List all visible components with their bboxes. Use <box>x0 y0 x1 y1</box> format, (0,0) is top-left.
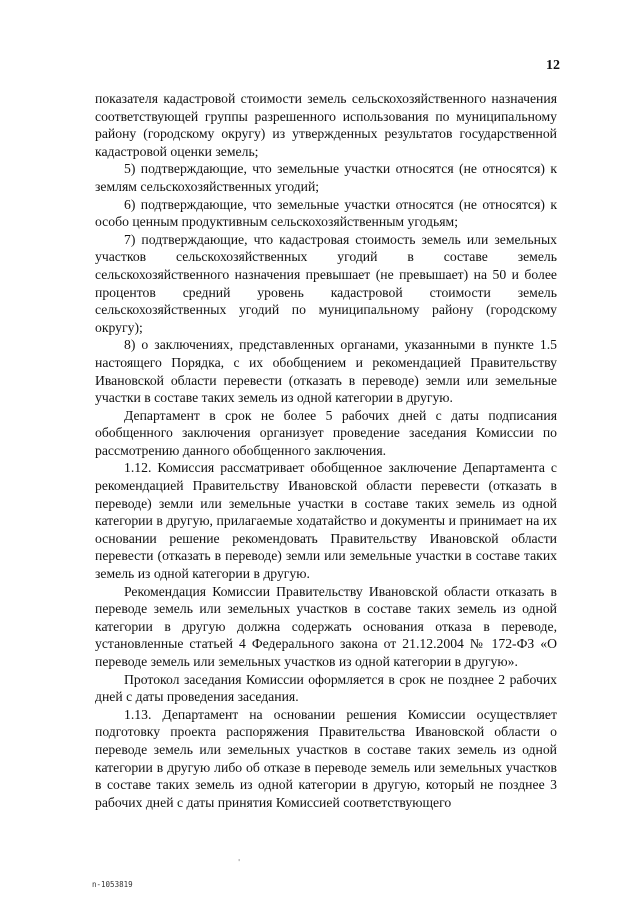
paragraph-department-deadline: Департамент в срок не более 5 рабочих дней с даты подписания обобщенного заключения организует проведение заседания Комиссии по рассмотрению данного обобщенного заключения. <box>95 407 557 458</box>
paragraph-item-6: 6) подтверждающие, что земельные участки относятся (не относятся) к особо ценным продуктивным сельскохозяйственным угодьям; <box>95 196 557 230</box>
paragraph-item-7: 7) подтверждающие, что кадастровая стоимость земель или земельных участков сельскохозяйственных угодий в составе земель сельскохозяйственного назначения превышает (не превышает) на 50 и более процентов средний уровень кадастровой стоимости земель сельскохозяйственных угодий по муниципальному району (городскому округу); <box>95 231 557 335</box>
paragraph-section-1-12: 1.12. Комиссия рассматривает обобщенное заключение Департамента с рекомендацией Правительству Ивановской области перевести (отказать в переводе) земли или земельные участки в составе таких земель из одной категории в другую, прилагаемые ходатайство и документы и принимает на их основании решение рекомендовать Правительству Ивановской области перевести (отказать в переводе) земли или земельные участки в составе таких земель из одной категории в другую. <box>95 460 557 582</box>
paragraph-item-8: 8) о заключениях, представленных органами, указанными в пункте 1.5 настоящего Порядка, с их обобщением и рекомендацией Правительству Ивановской области перевести (отказать в переводе) земли или земельные участки в составе таких земель из одной категории в другую. <box>95 337 557 406</box>
page-number: 12 <box>546 58 560 73</box>
center-mark: ' <box>238 858 241 867</box>
paragraph-item-5: 5) подтверждающие, что земельные участки относятся (не относятся) к землям сельскохозяйственных угодий; <box>95 161 557 194</box>
paragraph-recommendation: Рекомендация Комиссии Правительству Ивановской области отказать в переводе земель или земельных участков в составе таких земель из одной категории в другую должна содержать основания отказа в переводе, установленные статьей 4 Федерального закона от 21.12.2004 № 172-ФЗ «О переводе земель или земельных участков из одной категории в другую». <box>95 583 557 669</box>
paragraph-protocol: Протокол заседания Комиссии оформляется в срок не позднее 2 рабочих дней с даты проведения заседания. <box>95 671 557 705</box>
paragraph-continuation: показателя кадастровой стоимости земель сельскохозяйственного назначения соответствующей группы разрешенного использования по муниципальному району (городскому округу) из утвержденных результатов государственной кадастровой оценки земель; <box>95 91 557 159</box>
paragraph-section-1-13: 1.13. Департамент на основании решения Комиссии осуществляет подготовку проекта распоряжения Правительства Ивановской области о переводе земель или земельных участков в составе таких земель из одной категории в другую либо об отказе в переводе земель или земельных участков в составе таких земель из одной категории в другую, который не позднее 3 рабочих дней с даты принятия Комиссией соответствующего <box>95 706 557 810</box>
document-body <box>95 90 557 811</box>
footer-document-code: n-1053819 <box>92 880 133 889</box>
